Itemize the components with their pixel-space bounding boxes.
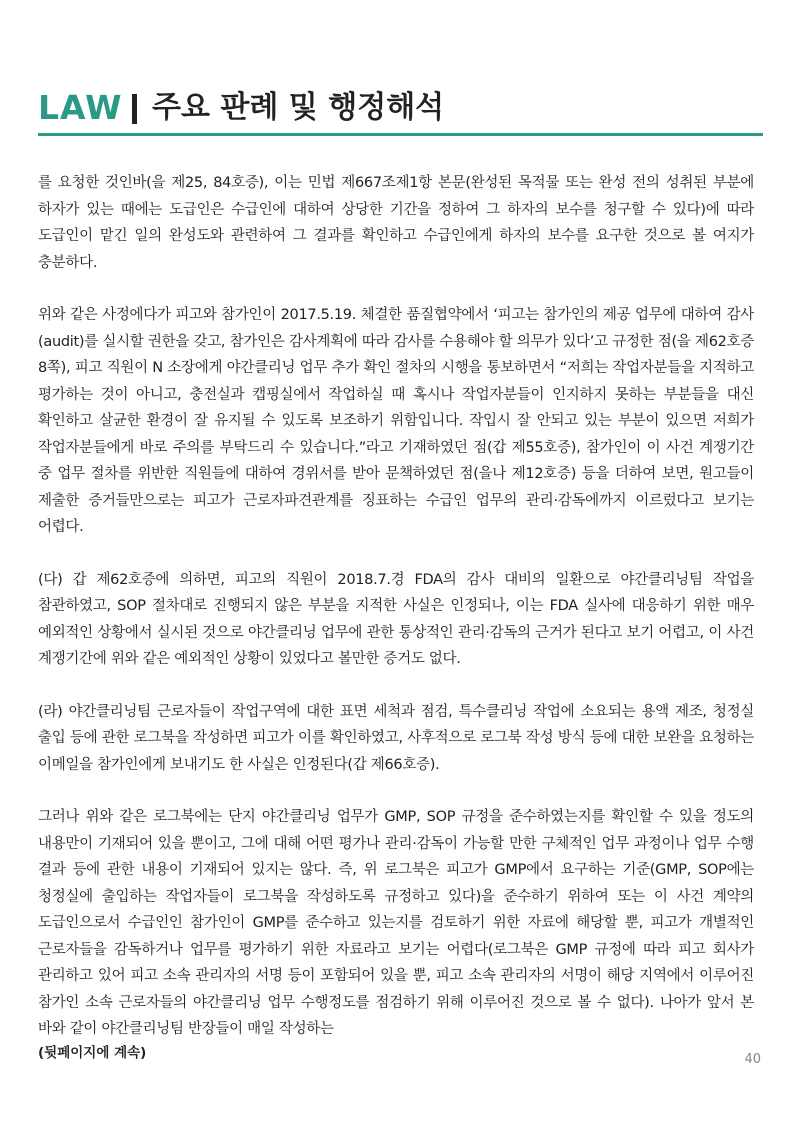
section-tag: LAW [38, 88, 123, 127]
paragraph: (라) 야간클리닝팀 근로자들이 작업구역에 대한 표면 세척과 점검, 특수클리닝 작업에 소요되는 용액 제조, 청정실 출입 등에 관한 로그북을 작성하면 피고가 이를 확인하였고, 사후적으로 로그북 작성 방식 등에 대한 보완을 요청하는 이메일을 참가인에게 보내기도 한 사실은 인정된다(갑 제66호증). [38, 703, 754, 773]
paragraph: 위와 같은 사정에다가 피고와 참가인이 2017.5.19. 체결한 품질협약에서 ‘피고는 참가인의 제공 업무에 대하여 감사(audit)를 실시할 권한을 갖고, 참가인은 감사계획에 따라 감사를 수용해야 할 의무가 있다’고 규정한 점(을 제62호증 8쪽), 피고 직원이 N 소장에게 야간클리닝 업무 추가 확인 절차의 시행을 통보하면서 “저희는 작업자분들을 지적하고 평가하는 것이 아니고, 충전실과 캡핑실에서 작업하실 때 혹시나 작업자분들이 인지하지 못하는 부분들을 대신 확인하고 살균한 환경이 잘 유지될 수 있도록 보조하기 위함입니다. 작입시 잘 안되고 있는 부분이 있으면 저희가 작업자분들에게 바로 주의를 부탁드리 수 있습니다.”라고 기재하였던 점(갑 제55호증), 참가인이 이 사건 계쟁기간 중 업무 절차를 위반한 직원들에 대하여 경위서를 받아 문책하였던 점(을나 제12호증) 등을 더하여 보면, 원고들이 제출한 증거들만으로는 피고가 근로자파견관계를 징표하는 수급인 업무의 관리·감독에까지 이르렀다고 보기는 어렵다. [38, 307, 754, 535]
body-text [38, 170, 754, 1069]
page-header [38, 86, 763, 138]
paragraph: (다) 갑 제62호증에 의하면, 피고의 직원이 2018.7.경 FDA의 감사 대비의 일환으로 야간클리닝팀 작업을 참관하였고, SOP 절차대로 진행되지 않은 부분을 지적한 사실은 인정되나, 이는 FDA 실사에 대응하기 위한 매우 예외적인 상황에서 실시된 것으로 야간클리닝 업무에 관한 통상적인 관리·감독의 근거가 된다고 보기 어렵고, 이 사건 계쟁기간에 위와 같은 예외적인 상황이 있었다고 볼만한 증거도 없다. [38, 571, 754, 667]
paragraph: 를 요청한 것인바(을 제25, 84호증), 이는 민법 제667조제1항 본문(완성된 목적물 또는 완성 전의 성취된 부분에 하자가 있는 때에는 도급인은 수급인에 대하여 상당한 기간을 정하여 그 하자의 보수를 청구할 수 있다)에 따라 도급인이 맡긴 일의 완성도와 관련하여 그 결과를 확인하고 수급인에게 하자의 보수를 요구한 것으로 볼 여지가 충분하다. [38, 175, 754, 271]
page-number: 40 [744, 1052, 761, 1067]
title-divider-bar [132, 94, 137, 124]
continued-note: (뒷페이지에 계속) [38, 1045, 147, 1061]
page-title: 주요 판례 및 행정해석 [152, 90, 445, 125]
paragraph: 그러나 위와 같은 로그북에는 단지 야간클리닝 업무가 GMP, SOP 규정을 준수하였는지를 확인할 수 있을 정도의 내용만이 기재되어 있을 뿐이고, 그에 대해 어떤 평가나 관리·감독이 가능할 만한 구체적인 업무 과정이나 업무 수행 결과 등에 관한 내용이 기재되어 있지는 않다. 즉, 위 로그북은 피고가 GMP에서 요구하는 기준(GMP, SOP에는 청정실에 출입하는 작업자들이 로그북을 작성하도록 규정하고 있다)을 준수하기 위하여 또는 이 사건 계약의 도급인으로서 수급인인 참가인이 GMP를 준수하고 있는지를 검토하기 위한 자료에 해당할 뿐, 피고가 개별적인 근로자들을 감독하거나 업무를 평가하기 위한 자료라고 보기는 어렵다(로그북은 GMP 규정에 따라 피고 회사가 관리하고 있어 피고 소속 관리자의 서명 등이 포함되어 있을 뿐, 피고 소속 관리자의 서명이 해당 지역에서 이루어진 참가인 소속 근로자들의 야간클리닝 업무 수행정도를 점검하기 위해 이루어진 것으로 볼 수 없다). 나아가 앞서 본 바와 같이 야간클리닝팀 반장들이 매일 작성하는 [38, 809, 754, 1037]
header-rule [38, 133, 763, 136]
